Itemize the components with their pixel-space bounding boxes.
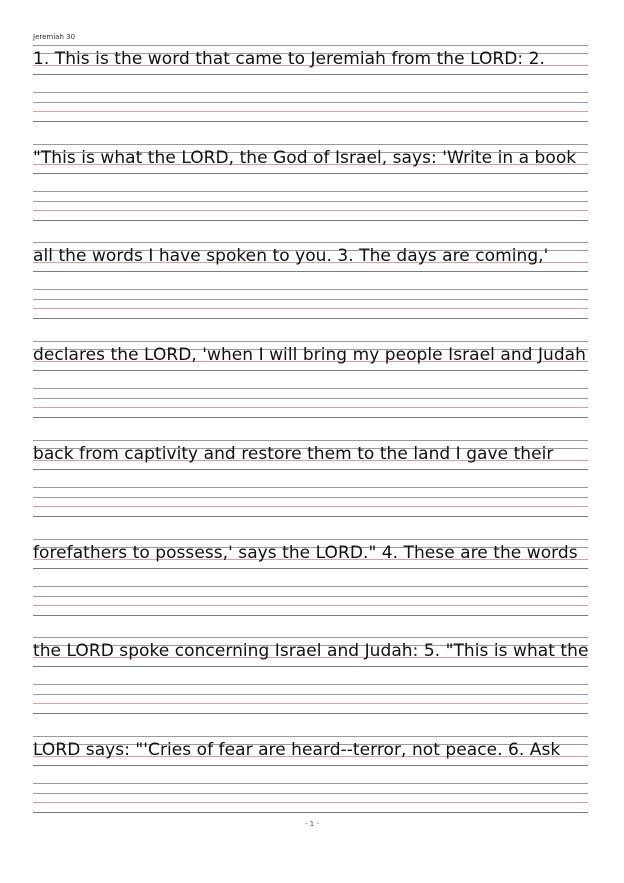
practice-line-block — [33, 440, 588, 520]
gray-guideline — [33, 440, 588, 441]
practice-text: the LORD spoke concerning Israel and Judah: 5. "This is what the — [33, 641, 589, 662]
practice-line-block — [33, 637, 588, 717]
page-header-title: Jeremiah 30 — [33, 33, 76, 41]
gray-guideline — [33, 92, 588, 93]
practice-line-block — [33, 45, 588, 125]
gray-guideline — [33, 694, 588, 695]
practice-text: 1. This is the word that came to Jeremiah from the LORD: 2. — [33, 49, 545, 69]
gray-guideline — [33, 736, 588, 737]
gray-guideline — [33, 289, 588, 290]
gray-guideline — [33, 102, 588, 103]
red-guideline — [33, 506, 588, 507]
red-guideline — [33, 111, 588, 112]
practice-line-block — [33, 341, 588, 421]
gray-guideline — [33, 74, 588, 75]
gray-guideline — [33, 666, 588, 667]
gray-guideline — [33, 637, 588, 638]
gray-guideline — [33, 487, 588, 488]
gray-guideline — [33, 341, 588, 342]
red-guideline — [33, 308, 588, 309]
gray-guideline — [33, 201, 588, 202]
red-guideline — [33, 210, 588, 211]
gray-guideline — [33, 713, 588, 714]
gray-guideline — [33, 271, 588, 272]
gray-guideline — [33, 568, 588, 569]
gray-guideline — [33, 45, 588, 46]
practice-line-block — [33, 736, 588, 816]
practice-text: back from captivity and restore them to the land I gave their — [33, 443, 554, 464]
gray-guideline — [33, 516, 588, 517]
gray-guideline — [33, 783, 588, 784]
gray-guideline — [33, 220, 588, 221]
gray-guideline — [33, 469, 588, 470]
gray-guideline — [33, 318, 588, 319]
gray-guideline — [33, 615, 588, 616]
gray-guideline — [33, 121, 588, 122]
gray-guideline — [33, 497, 588, 498]
practice-text: all the words I have spoken to you. 3. The days are coming,' — [33, 246, 549, 267]
gray-guideline — [33, 417, 588, 418]
red-guideline — [33, 802, 588, 803]
practice-text: declares the LORD, 'when I will bring my people Israel and Judah — [33, 345, 586, 366]
practice-text: "This is what the LORD, the God of Israel, says: 'Write in a book — [33, 147, 577, 168]
gray-guideline — [33, 596, 588, 597]
gray-guideline — [33, 684, 588, 685]
gray-guideline — [33, 539, 588, 540]
gray-guideline — [33, 388, 588, 389]
practice-line-block — [33, 144, 588, 224]
practice-line-block — [33, 539, 588, 619]
gray-guideline — [33, 144, 588, 145]
practice-text: forefathers to possess,' says the LORD." 4. These are the words — [33, 542, 578, 563]
page-number: - 1 - — [305, 820, 319, 828]
practice-text: LORD says: "'Cries of fear are heard--terror, not peace. 6. Ask — [33, 739, 561, 760]
gray-guideline — [33, 242, 588, 243]
practice-line-block — [33, 242, 588, 322]
red-guideline — [33, 407, 588, 408]
red-guideline — [33, 605, 588, 606]
gray-guideline — [33, 586, 588, 587]
gray-guideline — [33, 765, 588, 766]
gray-guideline — [33, 299, 588, 300]
gray-guideline — [33, 370, 588, 371]
gray-guideline — [33, 398, 588, 399]
gray-guideline — [33, 173, 588, 174]
gray-guideline — [33, 793, 588, 794]
gray-guideline — [33, 812, 588, 813]
red-guideline — [33, 703, 588, 704]
gray-guideline — [33, 191, 588, 192]
